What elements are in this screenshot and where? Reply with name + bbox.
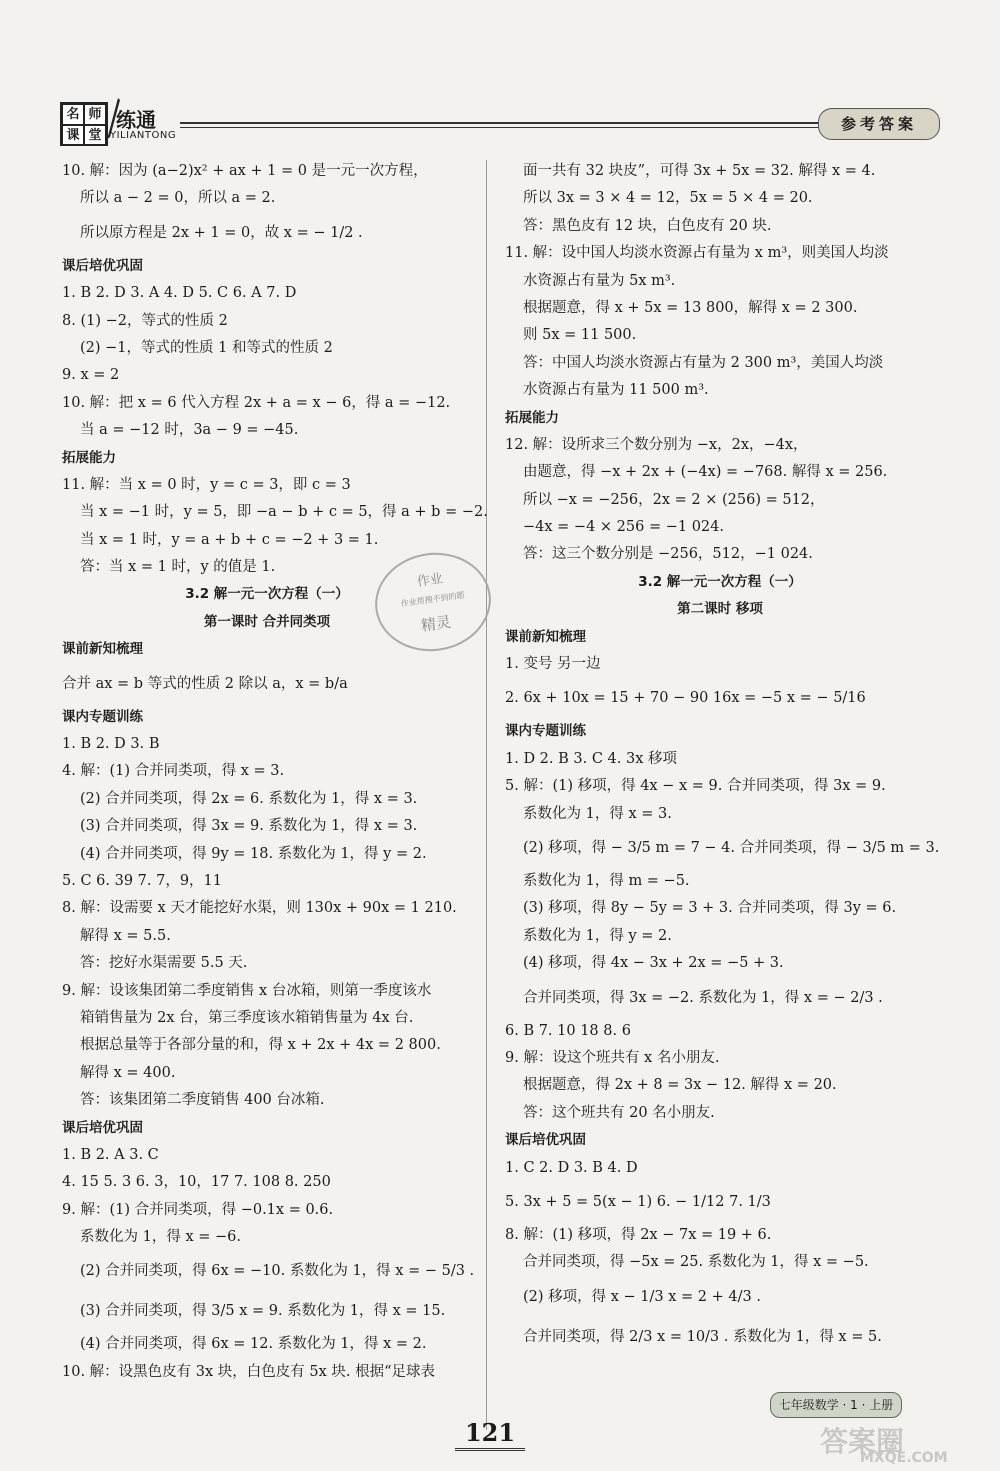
left-line: 答：挖好水渠需要 5.5 天. (80, 955, 248, 972)
book-title-badge: 七年级数学 · 1 · 上册 (770, 1392, 902, 1418)
right-line: 2. 6x + 10x = 15 + 70 − 90 16x = −5 x = − 5/16 (505, 690, 866, 707)
left-line: 系数化为 1，得 x = −6. (80, 1229, 241, 1246)
right-line: 答：黑色皮有 12 块，白色皮有 20 块. (523, 217, 772, 234)
right-line: 课前新知梳理 (505, 628, 586, 645)
page-header (60, 100, 940, 150)
site-watermark: 答案圈 (820, 1425, 905, 1458)
left-line: (4) 合并同类项，得 9y = 18. 系数化为 1，得 y = 2. (80, 845, 427, 862)
left-line: 当 x = −1 时，y = 5，即 −a − b + c = 5，得 a + b = −2. (80, 504, 488, 521)
right-column (505, 158, 940, 1357)
left-line: 答：当 x = 1 时，y 的值是 1. (80, 559, 276, 576)
right-line: 9. 解：设这个班共有 x 名小朋友. (505, 1049, 720, 1066)
right-line: 11. 解：设中国人均淡水资源占有量为 x m³，则美国人均淡 (505, 245, 889, 262)
left-line: 解得 x = 400. (80, 1064, 176, 1081)
left-line: 8. (1) −2，等式的性质 2 (62, 312, 228, 329)
left-line: 所以原方程是 2x + 1 = 0，故 x = − 1/2 . (80, 224, 363, 241)
right-line: 面一共有 32 块皮”，可得 3x + 5x = 32. 解得 x = 4. (523, 163, 876, 179)
left-line: 根据总量等于各部分量的和，得 x + 2x + 4x = 2 800. (80, 1037, 441, 1054)
right-line: (4) 移项，得 4x − 3x + 2x = −5 + 3. (523, 955, 784, 972)
right-line: 5. 3x + 5 = 5(x − 1) 6. − 1/12 7. 1/3 (505, 1193, 771, 1210)
left-line: 第一课时 合并同类项 (203, 613, 331, 630)
right-line: 合并同类项，得 3x = −2. 系数化为 1，得 x = − 2/3 . (523, 989, 883, 1006)
left-line: 当 x = 1 时，y = a + b + c = −2 + 3 = 1. (80, 531, 379, 548)
left-line: 解得 x = 5.5. (80, 927, 171, 944)
right-line: 则 5x = 11 500. (523, 327, 637, 344)
right-line: 根据题意，得 x + 5x = 13 800，解得 x = 2 300. (523, 299, 858, 316)
left-line: (2) −1，等式的性质 1 和等式的性质 2 (80, 339, 333, 356)
right-line: 课后培优巩固 (505, 1132, 586, 1149)
right-line: 根据题意，得 2x + 8 = 3x − 12. 解得 x = 20. (523, 1077, 837, 1094)
right-line: (2) 移项，得 − 3/5 m = 7 − 4. 合并同类项，得 − 3/5 m = 3. (523, 839, 940, 856)
header-rule (180, 122, 845, 124)
brand-name: 练通 (116, 108, 156, 132)
left-column (62, 158, 488, 1386)
left-line: 10. 解：因为 (a−2)x² + ax + 1 = 0 是一元一次方程， (62, 163, 428, 179)
left-line: 1. B 2. D 3. A 4. D 5. C 6. A 7. D (62, 285, 297, 302)
left-line: 8. 解：设需要 x 天才能挖好水渠，则 130x + 90x = 1 210. (62, 900, 457, 917)
left-line: 1. B 2. D 3. B (62, 736, 160, 753)
left-line: (2) 合并同类项，得 2x = 6. 系数化为 1，得 x = 3. (80, 790, 418, 807)
site-watermark-url: MXQE.COM (860, 1450, 948, 1466)
right-line: 所以 3x = 3 × 4 = 12，5x = 5 × 4 = 20. (523, 190, 813, 207)
left-line: 合并 ax = b 等式的性质 2 除以 a，x = b/a (62, 675, 348, 692)
homework-stamp: 作业 作业帮搜不到的题 精灵 (369, 545, 498, 658)
left-line: 当 a = −12 时，3a − 9 = −45. (80, 422, 299, 439)
left-line: (2) 合并同类项，得 6x = −10. 系数化为 1，得 x = − 5/3 . (80, 1263, 475, 1280)
left-line: 所以 a − 2 = 0，所以 a = 2. (80, 190, 276, 207)
page-number: 121 (455, 1418, 525, 1451)
right-line: 系数化为 1，得 y = 2. (523, 927, 672, 944)
right-line: 合并同类项，得 −5x = 25. 系数化为 1，得 x = −5. (523, 1254, 869, 1271)
right-line: 答：这三个数分别是 −256，512，−1 024. (523, 546, 813, 563)
left-line: 11. 解：当 x = 0 时，y = c = 3，即 c = 3 (62, 476, 351, 493)
right-line: 5. 解：(1) 移项，得 4x − x = 9. 合并同类项，得 3x = 9. (505, 778, 886, 795)
right-line: 所以 −x = −256，2x = 2 × (256) = 512， (523, 491, 825, 508)
left-line: 4. 解：(1) 合并同类项，得 x = 3. (62, 763, 285, 780)
right-line: 由题意，得 −x + 2x + (−4x) = −768. 解得 x = 256. (523, 464, 888, 481)
right-line: −4x = −4 × 256 = −1 024. (523, 519, 724, 536)
brand-logo: 名 师 课 堂 (60, 102, 108, 146)
right-line: 水资源占有量为 11 500 m³. (523, 382, 709, 399)
left-line: 9. 解：(1) 合并同类项，得 −0.1x = 0.6. (62, 1201, 334, 1218)
right-line: 答：这个班共有 20 名小朋友. (523, 1104, 715, 1121)
right-line: 12. 解：设所求三个数分别为 −x，2x，−4x， (505, 436, 808, 453)
right-line: 合并同类项，得 2/3 x = 10/3 . 系数化为 1，得 x = 5. (523, 1328, 882, 1345)
left-line: 箱销售量为 2x 台，第三季度该水箱销售量为 4x 台. (80, 1009, 414, 1026)
right-line: 3.2 解一元一次方程（一） (638, 573, 802, 590)
left-line: 9. 解：设该集团第二季度销售 x 台冰箱，则第一季度该水 (62, 982, 432, 999)
right-line: (3) 移项，得 8y − 5y = 3 + 3. 合并同类项，得 3y = 6. (523, 900, 897, 917)
right-line: 拓展能力 (505, 409, 559, 426)
right-line: 系数化为 1，得 x = 3. (523, 805, 672, 822)
right-line: 答：中国人均淡水资源占有量为 2 300 m³，美国人均淡 (523, 354, 884, 371)
left-line: 3.2 解一元一次方程（一） (185, 586, 349, 603)
left-line: 9. x = 2 (62, 367, 120, 384)
right-line: 系数化为 1，得 m = −5. (523, 872, 690, 889)
right-line: 水资源占有量为 5x m³. (523, 272, 676, 289)
left-line: 1. B 2. A 3. C (62, 1146, 159, 1163)
column-divider (486, 160, 487, 1430)
right-line: 8. 解：(1) 移项，得 2x − 7x = 19 + 6. (505, 1226, 772, 1243)
left-line: (3) 合并同类项，得 3x = 9. 系数化为 1，得 x = 3. (80, 818, 418, 835)
right-line: 6. B 7. 10 18 8. 6 (505, 1022, 631, 1039)
left-line: 课后培优巩固 (62, 1119, 143, 1136)
left-line: 拓展能力 (62, 449, 116, 466)
left-line: 4. 15 5. 3 6. 3，10，17 7. 108 8. 250 (62, 1174, 331, 1191)
answer-key-badge: 参考答案 (818, 108, 940, 140)
right-line: 1. C 2. D 3. B 4. D (505, 1159, 638, 1176)
right-line: 1. 变号 另一边 (505, 656, 601, 673)
left-line: (4) 合并同类项，得 6x = 12. 系数化为 1，得 x = 2. (80, 1336, 427, 1353)
header-rule-thin (180, 127, 845, 128)
left-line: 10. 解：把 x = 6 代入方程 2x + a = x − 6，得 a = −12. (62, 394, 451, 411)
left-line: 10. 解：设黑色皮有 3x 块，白色皮有 5x 块. 根据“足球表 (62, 1363, 436, 1380)
right-line: 1. D 2. B 3. C 4. 3x 移项 (505, 750, 677, 767)
right-line: 第二课时 移项 (677, 601, 763, 618)
left-line: 5. C 6. 39 7. 7，9，11 (62, 872, 222, 889)
left-line: 课内专题训练 (62, 708, 143, 725)
left-line: 课后培优巩固 (62, 257, 143, 274)
left-line: 答：该集团第二季度销售 400 台冰箱. (80, 1092, 325, 1109)
left-line: 课前新知梳理 (62, 641, 143, 658)
left-line: (3) 合并同类项，得 3/5 x = 9. 系数化为 1，得 x = 15. (80, 1303, 446, 1320)
brand-pinyin: YILIANTONG (110, 130, 177, 141)
right-line: (2) 移项，得 x − 1/3 x = 2 + 4/3 . (523, 1288, 761, 1305)
right-line: 课内专题训练 (505, 723, 586, 740)
